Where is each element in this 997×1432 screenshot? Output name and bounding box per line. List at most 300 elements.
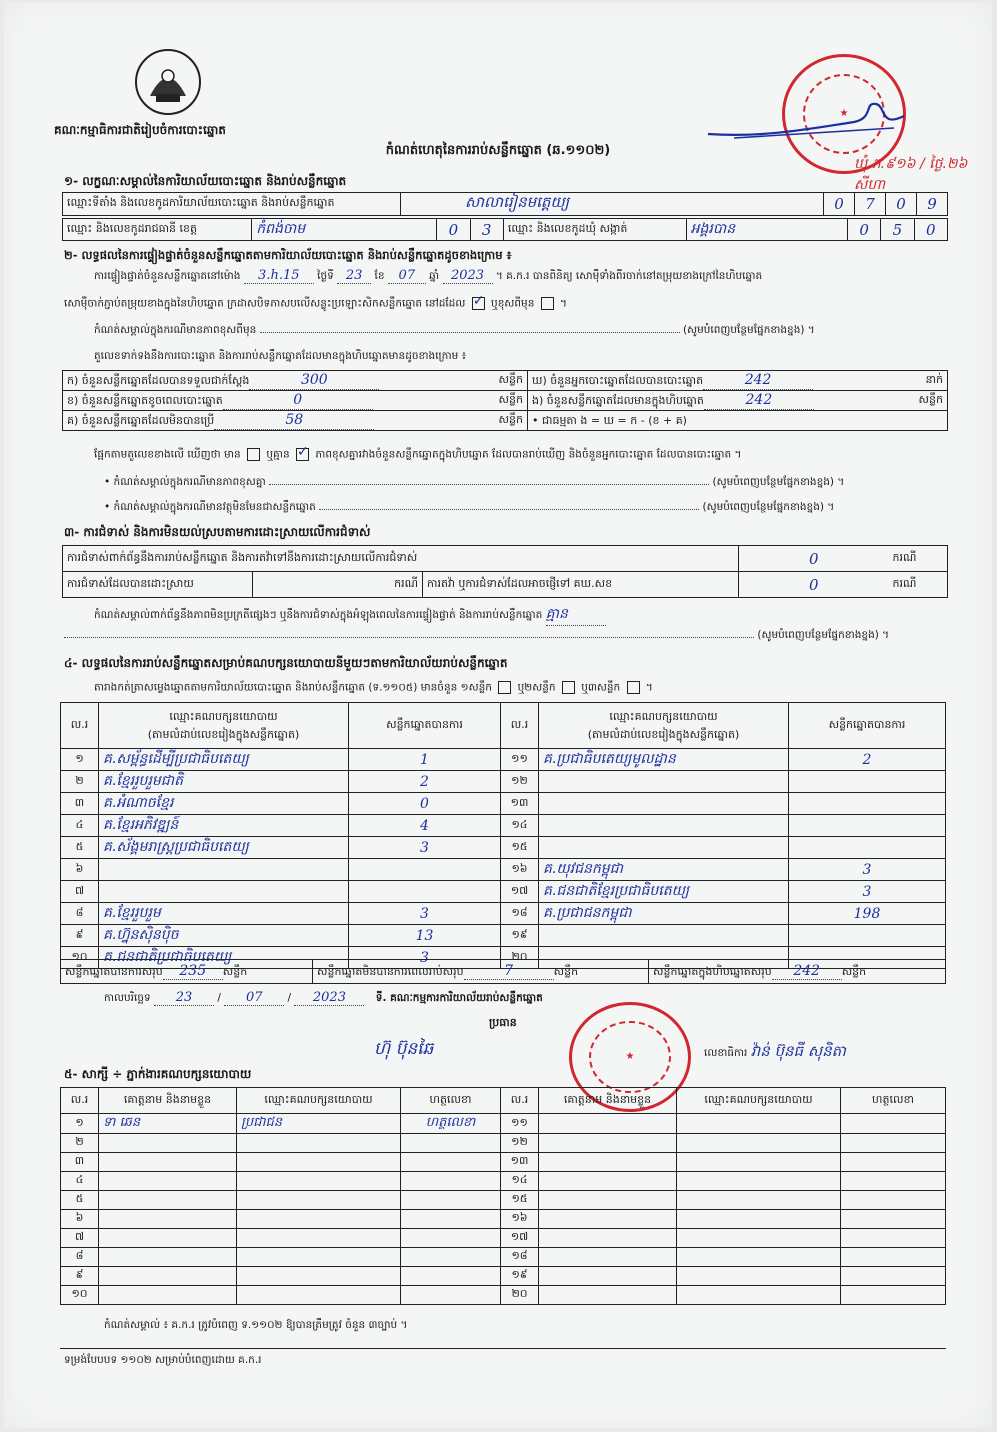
party-no: ២ xyxy=(61,771,99,793)
party-votes: 3 xyxy=(349,903,501,925)
witness-row xyxy=(61,1229,946,1248)
s1-table-2 xyxy=(62,218,948,241)
total-box-value: 242 xyxy=(772,963,842,980)
witness-no: ៦ xyxy=(61,1210,99,1229)
col-party-left xyxy=(99,703,349,749)
party-name xyxy=(539,837,789,859)
party-name xyxy=(539,925,789,947)
committee-label: ទី. គណៈកម្មការការិយាល័យរាប់សន្លឹកឆ្នោត xyxy=(375,992,543,1004)
witness-party xyxy=(677,1172,841,1191)
s3-note xyxy=(94,604,606,626)
witness-no: ១០ xyxy=(61,1286,99,1305)
party-no: ១៥ xyxy=(501,837,539,859)
votes-row xyxy=(61,793,946,815)
s2-para1-d: ឆ្នាំ xyxy=(429,270,440,282)
witness-name: ទា ឆេន xyxy=(99,1114,237,1134)
footnote: កំណត់សម្គាល់ ៖ គ.ក.រ ត្រូវបំពេញ ទ.១១០២ ឱ្យបានត្រឹមត្រូវ ចំនួន ៣ច្បាប់ ។ xyxy=(104,1319,408,1331)
s5-heading: ៥- សាក្សី ÷ ភ្នាក់ងារគណបក្សនយោបាយ xyxy=(64,1067,252,1081)
s2-bullet1-fill: (សូមបំពេញបន្ថែមផ្នែកខាងខ្នង) ។ xyxy=(712,476,845,488)
witness-name xyxy=(99,1210,237,1229)
witness-no: ១៨ xyxy=(501,1248,539,1267)
party-name: គ.សម្ព័ន្ធដើម្បីប្រជាធិបតេយ្យ xyxy=(99,749,349,771)
total-invalid-label: សន្លឹកឆ្នោតមិនបានការពេលរាប់សរុប xyxy=(317,964,464,978)
place-value: សាលារៀនមត្តេយ្យ xyxy=(465,193,570,211)
witness-no: ១៧ xyxy=(501,1229,539,1248)
witness-name xyxy=(99,1191,237,1210)
s2-para2: សោម៉ឺចាក់ភ្ជាប់តម្រុយខាងក្នុងនៃហិបឆ្នោត ក្រដាសបិទភាសបលើសន្លូះប្រឡោះសិកសន្លឹកឆ្នោត នៅដដែល ✓ ឬខុសពីមុន ។ xyxy=(64,297,567,313)
formula: • ជាធម្មតា ង = ឃ = ក - (ខ + គ) xyxy=(528,411,948,431)
witness-signature xyxy=(401,1229,501,1248)
s1-table xyxy=(62,192,948,216)
party-votes xyxy=(349,859,501,881)
votes-row xyxy=(61,749,946,771)
party-votes xyxy=(789,925,946,947)
witness-name xyxy=(99,1267,237,1286)
witness-party xyxy=(237,1229,401,1248)
party-votes: 3 xyxy=(349,947,501,969)
row-e-label: ង) ចំនួនសន្លឹកឆ្នោតដែលមានក្នុងហិបឆ្នោត xyxy=(532,394,704,407)
secretary-signature: វ៉ាន់ ប៊ុនធី សុនិតា xyxy=(750,1042,846,1060)
witness-signature xyxy=(401,1172,501,1191)
witness-name xyxy=(539,1248,677,1267)
witness-name xyxy=(99,1172,237,1191)
witness-no: ១១ xyxy=(501,1114,539,1134)
party-votes: 2 xyxy=(789,749,946,771)
form-code: ទម្រង់បែបបទ ១១០២ សម្រាប់បំពេញដោយ គ.ក.រ xyxy=(64,1354,262,1366)
row-d-unit: នាក់ xyxy=(925,373,943,386)
place-label: ឈ្មោះទីតាំង និងលេខកូដការិយាល័យបោះឆ្នោត និងរាប់សន្លឹកឆ្នោត xyxy=(63,193,401,216)
witness-party xyxy=(237,1210,401,1229)
witness-name xyxy=(539,1134,677,1153)
place-code-1: 0 xyxy=(824,193,855,216)
witness-party xyxy=(677,1114,841,1134)
witness-name xyxy=(539,1153,677,1172)
s3-r2-unit-b: ករណី xyxy=(889,572,948,598)
party-votes xyxy=(789,771,946,793)
one-sheet-checkbox[interactable] xyxy=(498,681,511,694)
signature-top xyxy=(704,98,914,148)
witness-row xyxy=(61,1286,946,1305)
witness-no: ៨ xyxy=(61,1248,99,1267)
s2-bullet2-fill: (សូមបំពេញបន្ថែមផ្នែកខាងខ្នង) ។ xyxy=(702,501,835,513)
witness-party xyxy=(677,1267,841,1286)
commune-code-1: 0 xyxy=(847,219,880,241)
three-sheet-checkbox[interactable] xyxy=(627,681,640,694)
row-d-label: ឃ) ចំនួនអ្នកបោះឆ្នោតដែលបានបោះឆ្នោត xyxy=(532,374,704,387)
witness-no: ១៥ xyxy=(501,1191,539,1210)
witness-name xyxy=(539,1114,677,1134)
col-no-right: ល.រ xyxy=(501,703,539,749)
party-votes: 0 xyxy=(349,793,501,815)
row-c-unit: សន្លឹក xyxy=(498,413,523,426)
witness-no: ២០ xyxy=(501,1286,539,1305)
witness-name xyxy=(99,1248,237,1267)
total-valid-value: 235 xyxy=(163,963,223,980)
witness-signature xyxy=(841,1229,946,1248)
count-year: 2023 xyxy=(443,268,493,284)
witness-name xyxy=(539,1229,677,1248)
s2-compare xyxy=(94,448,954,464)
party-votes: 13 xyxy=(349,925,501,947)
s2-note1-line xyxy=(260,332,680,333)
official-seal-top: ★ xyxy=(782,54,906,174)
s2-intro: តួលេខទាក់ទងនឹងការបោះឆ្នោត និងការរាប់សន្លឹកឆ្នោតដែលមានក្នុងហិបឆ្នោតមានដូចខាងក្រោម ៖ xyxy=(94,350,467,362)
witness-name xyxy=(99,1229,237,1248)
party-no: ១៣ xyxy=(501,793,539,815)
witness-party xyxy=(677,1191,841,1210)
witness-signature xyxy=(841,1248,946,1267)
form-title: កំណត់ហេតុនៃការរាប់សន្លឹកឆ្នោត (ឆ.១១០២) xyxy=(385,143,611,158)
witness-party xyxy=(677,1248,841,1267)
s3-note-label: កំណត់សម្គាល់ពាក់ព័ន្ធនឹងភាពមិនប្រក្រតីផ្សេងៗ ឬនឹងការជំទាស់ក្នុងអំឡុងពេលនៃការផ្ទៀងផ្ទាត់ និងការរាប់សន្លឹកឆ្នោត xyxy=(94,609,543,621)
s3-r2-label-b: ការតវ៉ា ឬការជំទាស់ដែលអាចផ្ញើទៅ គឃ.សខ xyxy=(423,572,739,598)
party-no: ២០ xyxy=(501,947,539,969)
witness-signature xyxy=(841,1191,946,1210)
s3-note-value: គ្មាន xyxy=(546,604,606,626)
witness-no: ៣ xyxy=(61,1153,99,1172)
party-no: ១៨ xyxy=(501,903,539,925)
witness-signature: ហត្ថលេខា xyxy=(401,1114,501,1134)
witness-no: ២ xyxy=(61,1134,99,1153)
same-checkbox[interactable] xyxy=(472,297,485,310)
party-no: ៧ xyxy=(61,881,99,903)
party-name: គ.ខ្មែររួបរួមជាតិ xyxy=(99,771,349,793)
s3-note-line2 xyxy=(64,629,948,644)
total-invalid-unit: សន្លឹក xyxy=(553,964,579,978)
s2-para1-e: ។ គ.ក.រ បានពិនិត្យ សោម៉ឺទាំងពីរចាក់នៅតម្រុយខាងក្រៅនៃហិបឆ្នោត xyxy=(495,270,763,282)
party-name: គ.ជនជាតិប្រជាធិបតេយ្យ xyxy=(99,947,349,969)
witness-row xyxy=(61,1114,946,1134)
party-name: គ.ប្រជាធិបតេយ្យមូលដ្ឋាន xyxy=(539,749,789,771)
party-name: គ.ខ្មែរអភិវឌ្ឍន៍ xyxy=(99,815,349,837)
province-code-1: 0 xyxy=(437,219,470,241)
made-day: 23 xyxy=(154,990,214,1006)
s3-r2-value: 0 xyxy=(739,572,889,598)
party-no: ៣ xyxy=(61,793,99,815)
w-col-name-right: គោត្តនាម និងនាមខ្លួន xyxy=(539,1088,677,1114)
s1-heading: ១- លក្ខណៈសម្គាល់នៃការិយាល័យបោះឆ្នោត និងរាប់សន្លឹកឆ្នោត xyxy=(64,174,347,188)
different-checkbox[interactable] xyxy=(541,297,554,310)
commune-code-3: 0 xyxy=(914,219,947,241)
s2-bullet1-text: • កំណត់សម្គាល់ក្នុងករណីមានភាពខុសគ្នា xyxy=(104,476,266,488)
party-votes: 3 xyxy=(349,837,501,859)
witness-no: ១៣ xyxy=(501,1153,539,1172)
witness-no: ១៦ xyxy=(501,1210,539,1229)
votes-row xyxy=(61,881,946,903)
party-name: គ.ប្រជាជនកម្ពុជា xyxy=(539,903,789,925)
w-col-sig-right: ហត្ថលេខា xyxy=(841,1088,946,1114)
s2-compare-or: ឬគ្មាន xyxy=(266,448,290,461)
made-on-label: កាលបរិច្ឆេទ xyxy=(104,992,151,1004)
witness-signature xyxy=(401,1134,501,1153)
count-time: 3.h.15 xyxy=(244,268,314,284)
count-day: 23 xyxy=(337,268,371,284)
s2-para1 xyxy=(94,268,954,285)
row-e-unit: សន្លឹក xyxy=(918,393,943,406)
row-c-value: 58 xyxy=(214,411,374,430)
official-seal-bottom: ★ xyxy=(569,1002,691,1112)
col-party-right-sub: (តាមលំដាប់លេខរៀងក្នុងសន្លឹកឆ្នោត) xyxy=(587,727,740,741)
witness-signature xyxy=(401,1191,501,1210)
party-no: ១០ xyxy=(61,947,99,969)
witness-signature xyxy=(401,1210,501,1229)
witness-party xyxy=(677,1210,841,1229)
witness-row xyxy=(61,1267,946,1286)
count-month: 07 xyxy=(388,268,426,284)
witness-name xyxy=(539,1267,677,1286)
witness-party xyxy=(677,1153,841,1172)
commune-value: អង្គរបាន xyxy=(690,221,736,237)
col-no-left: ល.រ xyxy=(61,703,99,749)
party-no: ៨ xyxy=(61,903,99,925)
made-on-line: កាលបរិច្ឆេទ 23 / 07 / 2023 ទី. គណៈកម្មការការិយាល័យរាប់សន្លឹកឆ្នោត xyxy=(104,990,543,1005)
s2-bullet2-text: • កំណត់សម្គាល់ក្នុងករណីមានវត្ថុមិនមែនជាសន្លឹកឆ្នោត xyxy=(104,501,316,513)
w-col-name-left: គោត្តនាម និងនាមខ្លួន xyxy=(99,1088,237,1114)
col-party-left-sub: (តាមលំដាប់លេខរៀងក្នុងសន្លឹកឆ្នោត) xyxy=(147,727,300,741)
total-valid-label: សន្លឹកឆ្នោតបានការសរុប xyxy=(65,964,163,978)
s2-bullet1 xyxy=(104,476,844,491)
s4-table-note-text: តារាងកត់ត្រាសម្លេងឆ្នោតតាមការិយាល័យបោះឆ្នោត និងរាប់សន្លឹកឆ្នោត (ទ.១១០៥) មានចំនួន ១សន្លឹក xyxy=(94,681,492,694)
total-box-unit: សន្លឹក xyxy=(841,964,867,978)
col-votes-right: សន្លឹកឆ្នោតបានការ xyxy=(789,703,946,749)
total-invalid-value: 7 xyxy=(464,963,554,980)
witness-name xyxy=(99,1134,237,1153)
witness-row xyxy=(61,1210,946,1229)
witness-name xyxy=(539,1172,677,1191)
votes-row xyxy=(61,859,946,881)
total-valid-unit: សន្លឹក xyxy=(222,964,248,978)
secretary-label: លេខាធិការ xyxy=(704,1047,748,1059)
witness-party: ប្រជាជន xyxy=(237,1114,401,1134)
place-code-4: 9 xyxy=(917,193,948,216)
made-month: 07 xyxy=(224,990,284,1006)
party-votes xyxy=(789,793,946,815)
party-votes: 3 xyxy=(789,859,946,881)
w-col-no-right: ល.រ xyxy=(501,1088,539,1114)
witness-signature xyxy=(401,1267,501,1286)
s2-para2-text: សោម៉ឺចាក់ភ្ជាប់តម្រុយខាងក្នុងនៃហិបឆ្នោត ក្រដាសបិទភាសបលើសន្លូះប្រឡោះសិកសន្លឹកឆ្នោត នៅដដែល xyxy=(64,297,466,310)
no-difference-checkbox[interactable] xyxy=(296,448,309,461)
witness-name xyxy=(539,1210,677,1229)
witness-signature xyxy=(841,1153,946,1172)
party-name: គ.អំណាចខ្មែរ xyxy=(99,793,349,815)
s2-para1-a: ការផ្ទៀងផ្ទាត់ចំនួនសន្លឹកឆ្នោតនៅម៉ោង xyxy=(94,270,241,282)
witness-name xyxy=(99,1286,237,1305)
party-no: ៦ xyxy=(61,859,99,881)
party-votes xyxy=(789,837,946,859)
secretary-line xyxy=(704,1042,846,1064)
row-e-value: 242 xyxy=(704,391,814,410)
w-col-party-left: ឈ្មោះគណបក្សនយោបាយ xyxy=(237,1088,401,1114)
witness-party xyxy=(237,1172,401,1191)
s3-dotted-line xyxy=(64,637,754,638)
witness-no: ១៤ xyxy=(501,1172,539,1191)
row-d-value: 242 xyxy=(703,371,813,390)
witness-party xyxy=(677,1134,841,1153)
witness-row xyxy=(61,1134,946,1153)
witness-signature xyxy=(841,1172,946,1191)
party-name: គ.ខ្មែររួបរួម xyxy=(99,903,349,925)
witness-party xyxy=(237,1191,401,1210)
s3-r1-unit: ករណី xyxy=(889,546,948,572)
s2-compare-text: ផ្អែកតាមតួលេខខាងលើ ឃើញថា មាន xyxy=(94,448,241,461)
row-a-label: ក) ចំនួនសន្លឹកឆ្នោតដែលបានទទួលជាក់ស្តែង xyxy=(67,374,250,387)
chair-label: ប្រធាន xyxy=(489,1016,517,1029)
votes-row xyxy=(61,903,946,925)
s3-r1-value: 0 xyxy=(739,546,889,572)
s2-note1-label: កំណត់សម្គាល់ក្នុងករណីមានភាពខុសពីមុន xyxy=(94,324,257,336)
party-votes: 198 xyxy=(789,903,946,925)
s2-bullet2-line xyxy=(319,509,699,510)
party-name: គ.ហ្វ៊ុនស៊ិនប៉ិច xyxy=(99,925,349,947)
party-name xyxy=(539,771,789,793)
votes-row xyxy=(61,771,946,793)
col-votes-left: សន្លឹកឆ្នោតបានការ xyxy=(349,703,501,749)
party-name: គ.ស័ង្គមរាស្ត្រប្រជាធិបតេយ្យ xyxy=(99,837,349,859)
party-votes xyxy=(349,881,501,903)
witness-signature xyxy=(401,1286,501,1305)
s2-bullet1-line xyxy=(269,484,709,485)
s3-fill-more: (សូមបំពេញបន្ថែមផ្នែកខាងខ្នង) ។ xyxy=(757,629,890,641)
row-b-value: 0 xyxy=(223,391,373,410)
witness-party xyxy=(237,1267,401,1286)
witness-party xyxy=(677,1286,841,1305)
witness-party xyxy=(237,1248,401,1267)
witness-signature xyxy=(841,1210,946,1229)
witness-row xyxy=(61,1172,946,1191)
witness-name xyxy=(99,1153,237,1172)
witness-party xyxy=(237,1286,401,1305)
s2-compare-tail: ភាពខុសគ្នារវាងចំនួនសន្លឹកឆ្នោតក្នុងហិបឆ្នោត ដែលបានរាប់ឃើញ និងចំនួនអ្នកបោះឆ្នោត ដែលបានបោះឆ្នោត ។ xyxy=(315,448,742,461)
party-no: ១៩ xyxy=(501,925,539,947)
w-col-no-left: ល.រ xyxy=(61,1088,99,1114)
col-party-right xyxy=(539,703,789,749)
party-votes xyxy=(789,815,946,837)
party-no: ១ xyxy=(61,749,99,771)
s2-heading: ២- លទ្ធផលនៃការផ្ទៀងផ្ទាត់ចំនួនសន្លឹកឆ្នោតតាមការិយាល័យបោះឆ្នោត និងរាប់សន្លឹកឆ្នោតដូចខាងក្រោម ៖ xyxy=(64,248,512,262)
s4-opt2: ឬ២សន្លឹក xyxy=(517,681,556,694)
witness-party xyxy=(237,1153,401,1172)
witness-no: ៧ xyxy=(61,1229,99,1248)
s2-para2-or: ឬខុសពីមុន xyxy=(491,297,535,310)
row-b-unit: សន្លឹក xyxy=(498,393,523,406)
votes-row xyxy=(61,815,946,837)
two-sheet-checkbox[interactable] xyxy=(562,681,575,694)
witness-signature xyxy=(841,1267,946,1286)
witness-no: ១៩ xyxy=(501,1267,539,1286)
row-b-label: ខ) ចំនួនសន្លឹកឆ្នោតខូចពេលបោះឆ្នោត xyxy=(67,394,223,407)
has-difference-checkbox[interactable] xyxy=(247,448,260,461)
province-code-2: 3 xyxy=(470,219,503,241)
w-col-party-right: ឈ្មោះគណបក្សនយោបាយ xyxy=(677,1088,841,1114)
s3-heading: ៣- ការជំទាស់ និងការមិនយល់ស្របតាមការដោះស្រាយលើការជំទាស់ xyxy=(64,525,371,539)
chair-signature: ហ៊ុ ប៊ុនឆៃ xyxy=(374,1039,434,1059)
witness-no: ៩ xyxy=(61,1267,99,1286)
totals-table xyxy=(60,959,946,984)
footer-divider xyxy=(60,1348,946,1349)
witness-signature xyxy=(841,1134,946,1153)
party-name xyxy=(539,815,789,837)
seal-date-note: ឃុំ.ភ.៩១៦ / ថ្ងៃ.២៦ សីហា xyxy=(854,156,968,193)
party-name xyxy=(99,881,349,903)
witness-name xyxy=(539,1286,677,1305)
place-code-2: 7 xyxy=(855,193,886,216)
witness-row xyxy=(61,1248,946,1267)
party-no: ១៤ xyxy=(501,815,539,837)
s2-note1 xyxy=(94,324,954,339)
party-votes: 2 xyxy=(349,771,501,793)
party-name: គ.យុវជនកម្ពុជា xyxy=(539,859,789,881)
document-page xyxy=(4,2,992,1428)
party-no: ១៧ xyxy=(501,881,539,903)
s3-r2-label: ការជំទាស់ដែលបានដោះស្រាយ xyxy=(63,572,253,598)
witness-party xyxy=(237,1134,401,1153)
party-name xyxy=(539,793,789,815)
s2-bullet2 xyxy=(104,501,834,516)
witness-no: ៥ xyxy=(61,1191,99,1210)
place-code-3: 0 xyxy=(886,193,917,216)
witness-party xyxy=(677,1229,841,1248)
col-party-right-title: ឈ្មោះគណបក្សនយោបាយ xyxy=(609,709,718,723)
s3-table xyxy=(62,545,948,598)
w-col-sig-left: ហត្ថលេខា xyxy=(401,1088,501,1114)
s2-para1-c: ខែ xyxy=(374,270,385,282)
col-party-left-title: ឈ្មោះគណបក្សនយោបាយ xyxy=(169,709,278,723)
witness-row xyxy=(61,1191,946,1210)
province-value: កំពង់ចាម xyxy=(256,221,306,237)
s2-para1-b: ថ្ងៃទី xyxy=(317,270,334,282)
nec-emblem-icon xyxy=(132,46,204,118)
witness-signature xyxy=(841,1114,946,1134)
witness-no: ១២ xyxy=(501,1134,539,1153)
witness-signature xyxy=(401,1153,501,1172)
witness-name xyxy=(539,1191,677,1210)
witness-no: ១ xyxy=(61,1114,99,1134)
witness-table xyxy=(60,1087,946,1305)
made-year: 2023 xyxy=(294,990,364,1006)
party-no: ៥ xyxy=(61,837,99,859)
party-votes: 4 xyxy=(349,815,501,837)
witness-signature xyxy=(841,1286,946,1305)
party-no: ១២ xyxy=(501,771,539,793)
s2-note1-fill: (សូមបំពេញបន្ថែមផ្នែកខាងខ្នង) ។ xyxy=(682,324,815,336)
party-no: ៩ xyxy=(61,925,99,947)
party-no: ៤ xyxy=(61,815,99,837)
province-label: ឈ្មោះ និងលេខកូដរាជធានី ខេត្ត xyxy=(63,219,252,241)
s2-count-table xyxy=(62,370,948,431)
votes-row xyxy=(61,837,946,859)
s3-r1-label: ការជំទាស់ពាក់ព័ន្ធនឹងការរាប់សន្លឹកឆ្នោត និងការតវ៉ាទៅនឹងការដោះស្រាយលើការជំទាស់ xyxy=(63,546,739,572)
witness-no: ៤ xyxy=(61,1172,99,1191)
row-a-value: 300 xyxy=(249,371,379,390)
s3-r2-unit: ករណី xyxy=(253,572,423,598)
witness-signature xyxy=(401,1248,501,1267)
commune-code-2: 5 xyxy=(881,219,914,241)
party-no: ១៦ xyxy=(501,859,539,881)
party-name xyxy=(99,859,349,881)
row-c-label: គ) ចំនួនសន្លឹកឆ្នោតដែលមិនបានប្រើ xyxy=(67,414,215,427)
votes-row xyxy=(61,925,946,947)
row-a-unit: សន្លឹក xyxy=(498,373,523,386)
s4-opt3: ឬ៣សន្លឹក xyxy=(581,681,621,694)
s4-heading: ៤- លទ្ធផលនៃការរាប់សន្លឹកឆ្នោតសម្រាប់គណបក្សនយោបាយនីមួយៗតាមការិយាល័យរាប់សន្លឹកឆ្នោត xyxy=(64,656,508,670)
party-name: គ.ជនជាតិខ្មែរប្រជាធិបតេយ្យ xyxy=(539,881,789,903)
party-no: ១១ xyxy=(501,749,539,771)
party-votes: 3 xyxy=(789,881,946,903)
total-box-label: សន្លឹកឆ្នោតក្នុងហិបឆ្នោតសរុប xyxy=(653,964,772,978)
org-name: គណៈកម្មាធិការជាតិរៀបចំការបោះឆ្នោត xyxy=(54,123,226,137)
votes-table xyxy=(60,702,946,969)
